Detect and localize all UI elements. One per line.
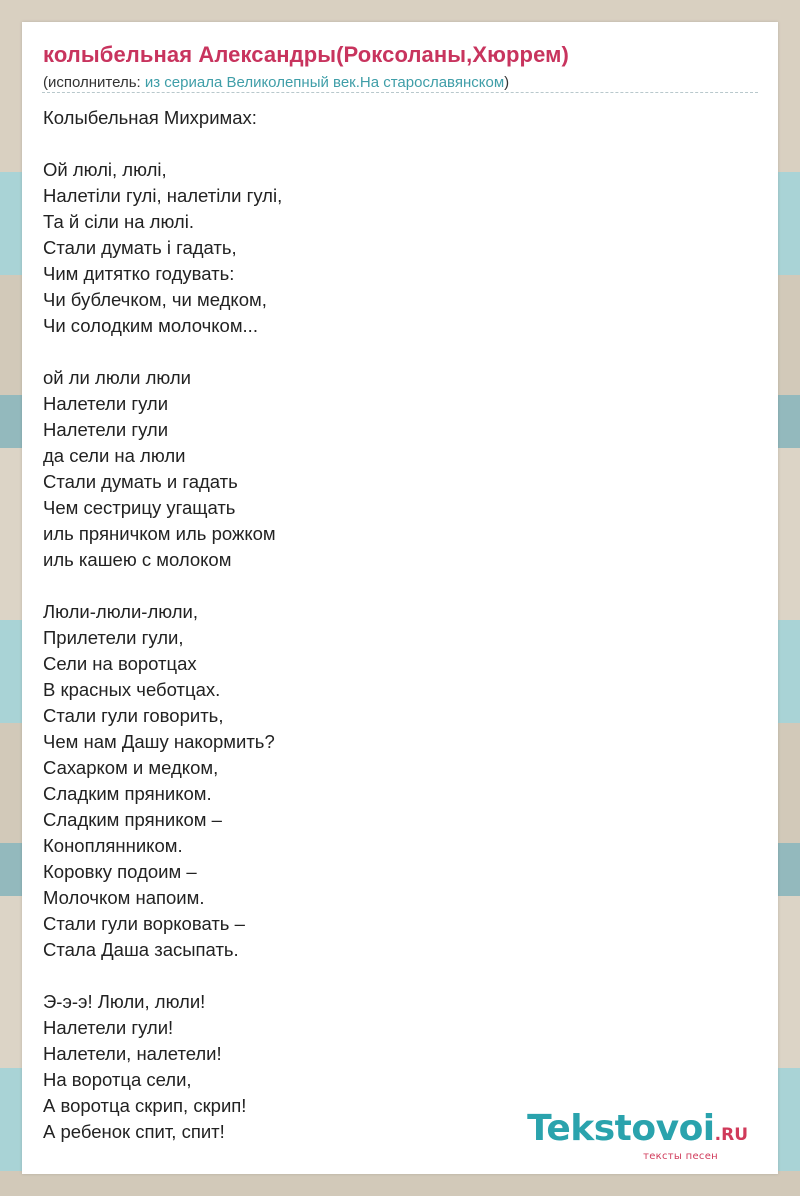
lyrics-line: Налетели гули! bbox=[43, 1017, 174, 1038]
lyrics-line: Чи бублечком, чи медком, bbox=[43, 289, 267, 310]
lyrics-line: Стали гули говорить, bbox=[43, 705, 224, 726]
artist-link[interactable]: из сериала Великолепный век.На старославянском bbox=[144, 74, 505, 91]
logo-tagline: тексты песен bbox=[643, 1151, 718, 1162]
site-logo[interactable] bbox=[527, 1108, 748, 1162]
lyrics-line: Налетіли гулі, налетіли гулі, bbox=[43, 185, 283, 206]
lyrics-line: Э-э-э! Люли, люли! bbox=[43, 991, 206, 1012]
lyrics-line: Стала Даша засыпать. bbox=[43, 939, 239, 960]
lyrics-line: Колыбельная Михримах: bbox=[43, 107, 257, 128]
lyrics-blank-line bbox=[43, 131, 282, 157]
lyrics-text bbox=[43, 105, 282, 1145]
song-title: колыбельная Александры(Роксоланы,Хюррем) bbox=[43, 42, 569, 67]
lyrics-line: Коровку подоим – bbox=[43, 861, 197, 882]
lyrics-blank-line bbox=[43, 963, 282, 989]
lyrics-blank-line bbox=[43, 339, 282, 365]
lyrics-line: Та й сіли на люлі. bbox=[43, 211, 194, 232]
lyrics-line: Сели на воротцах bbox=[43, 653, 197, 674]
lyrics-line: да сели на люли bbox=[43, 445, 186, 466]
logo-wordmark bbox=[527, 1108, 748, 1153]
lyrics-line: Сладким пряником – bbox=[43, 809, 222, 830]
lyrics-line: Ой люлі, люлі, bbox=[43, 159, 167, 180]
lyrics-line: Чем нам Дашу накормить? bbox=[43, 731, 275, 752]
artist-line bbox=[43, 74, 509, 91]
lyrics-line: Прилетели гули, bbox=[43, 627, 184, 648]
lyrics-line: В красных чеботцах. bbox=[43, 679, 221, 700]
logo-tld: .RU bbox=[714, 1125, 748, 1145]
artist-prefix: (исполнитель: bbox=[43, 74, 145, 91]
lyrics-line: А ребенок спит, спит! bbox=[43, 1121, 225, 1142]
lyrics-line: Чим дитятко годувать: bbox=[43, 263, 235, 284]
title-divider bbox=[42, 92, 758, 93]
lyrics-blank-line bbox=[43, 573, 282, 599]
lyrics-line: А воротца скрип, скрип! bbox=[43, 1095, 247, 1116]
lyrics-line: Сахарком и медком, bbox=[43, 757, 219, 778]
lyrics-line: Молочком напоим. bbox=[43, 887, 205, 908]
lyrics-card bbox=[22, 22, 778, 1174]
logo-name: Tekstovoi bbox=[527, 1108, 715, 1149]
lyrics-line: На воротца сели, bbox=[43, 1069, 192, 1090]
lyrics-line: иль кашею с молоком bbox=[43, 549, 232, 570]
lyrics-line: Стали думать і гадать, bbox=[43, 237, 237, 258]
lyrics-line: Чи солодким молочком... bbox=[43, 315, 258, 336]
artist-suffix: ) bbox=[504, 74, 510, 91]
lyrics-line: ой ли люли люли bbox=[43, 367, 191, 388]
lyrics-line: Стали гули ворковать – bbox=[43, 913, 245, 934]
lyrics-line: Люли-люли-люли, bbox=[43, 601, 198, 622]
lyrics-line: иль пряничком иль рожком bbox=[43, 523, 276, 544]
lyrics-line: Налетели, налетели! bbox=[43, 1043, 222, 1064]
lyrics-line: Налетели гули bbox=[43, 393, 169, 414]
lyrics-line: Коноплянником. bbox=[43, 835, 183, 856]
lyrics-line: Чем сестрицу угащать bbox=[43, 497, 236, 518]
lyrics-line: Налетели гули bbox=[43, 419, 169, 440]
lyrics-line: Сладким пряником. bbox=[43, 783, 212, 804]
lyrics-line: Стали думать и гадать bbox=[43, 471, 238, 492]
